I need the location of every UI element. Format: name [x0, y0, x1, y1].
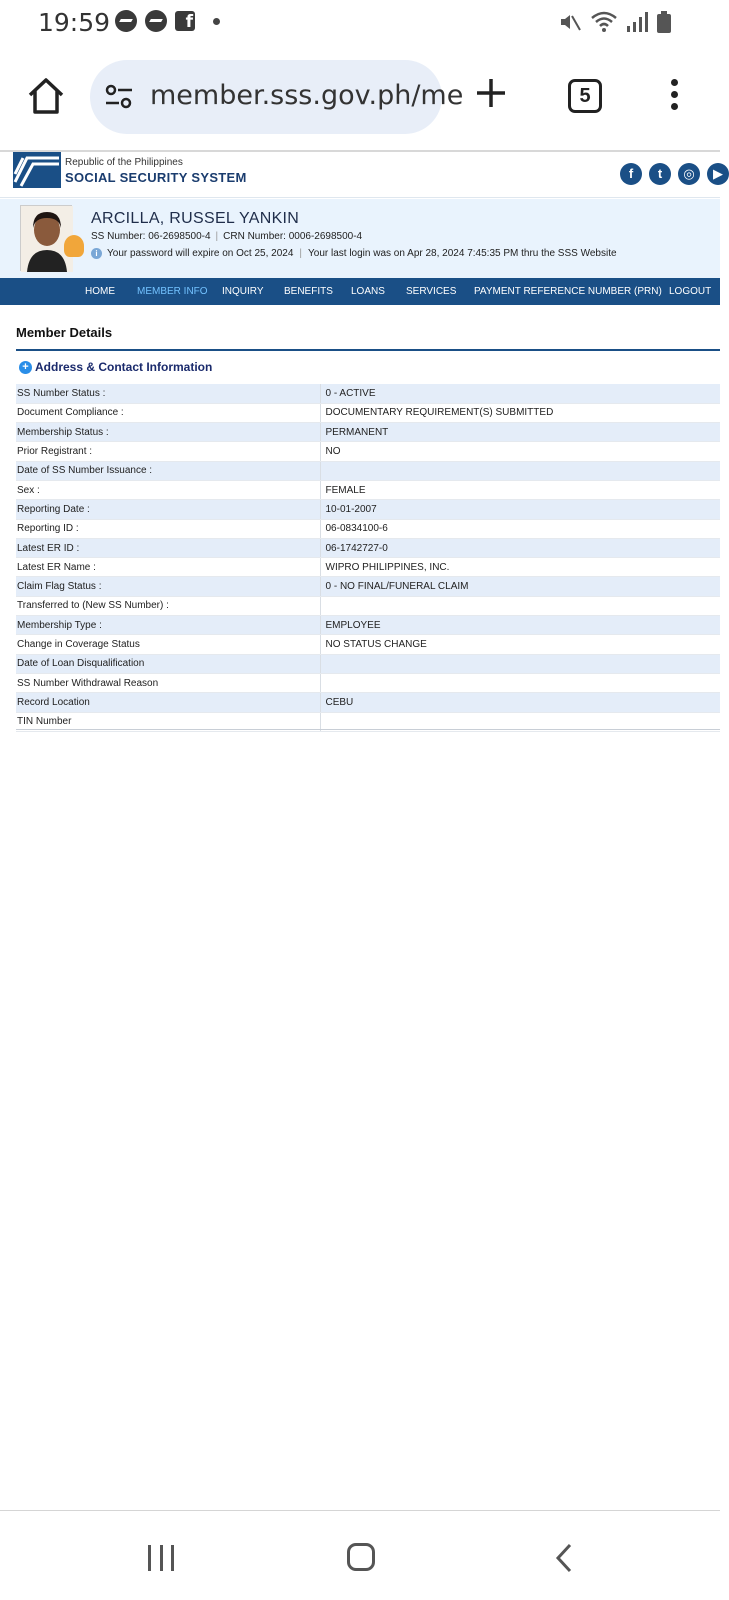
messenger-icon [145, 10, 167, 32]
field-value [320, 673, 720, 692]
table-row [16, 596, 720, 615]
wifi-icon [590, 10, 618, 34]
table-row [16, 403, 720, 422]
nav-prn[interactable]: PAYMENT REFERENCE NUMBER (PRN) [474, 286, 662, 297]
facebook-icon: f [175, 11, 195, 31]
site-settings-icon[interactable] [104, 84, 134, 110]
field-value: 0 - ACTIVE [320, 384, 720, 403]
browser-toolbar [0, 46, 720, 150]
new-tab-icon[interactable] [474, 76, 508, 110]
member-ids: SS Number: 06-2698500-4 | CRN Number: 0006-2698500-4 [91, 231, 363, 242]
field-label: SS Number Status : [16, 384, 320, 403]
tab-switcher-button[interactable]: 5 [568, 79, 602, 113]
field-value: NO STATUS CHANGE [320, 635, 720, 654]
member-details-table [16, 384, 720, 732]
field-value: FEMALE [320, 480, 720, 499]
field-label: Change in Coverage Status [16, 635, 320, 654]
signal-icon [626, 11, 648, 33]
table-bottom-border [16, 729, 720, 730]
field-value: 10-01-2007 [320, 500, 720, 519]
field-label: Claim Flag Status : [16, 577, 320, 596]
table-row [16, 500, 720, 519]
field-label: Reporting Date : [16, 500, 320, 519]
field-label: Membership Status : [16, 423, 320, 442]
section-divider [16, 349, 720, 351]
page-title: Member Details [16, 325, 113, 340]
table-row [16, 423, 720, 442]
ss-number: SS Number: 06-2698500-4 [91, 231, 211, 242]
notification-icons [115, 10, 220, 32]
table-row [16, 480, 720, 499]
member-photo [20, 205, 72, 271]
home-nav-icon[interactable] [347, 1543, 375, 1571]
table-row [16, 673, 720, 692]
field-label: Date of Loan Disqualification [16, 654, 320, 673]
field-value: PERMANENT [320, 423, 720, 442]
field-value: EMPLOYEE [320, 616, 720, 635]
accordion-label[interactable]: Address & Contact Information [35, 360, 213, 374]
member-name: ARCILLA, RUSSEL YANKIN [91, 210, 300, 227]
field-label: Date of SS Number Issuance : [16, 461, 320, 480]
table-row [16, 461, 720, 480]
member-banner [0, 199, 720, 278]
org-country: Republic of the Philippines [65, 157, 183, 168]
mute-icon [558, 10, 582, 34]
notification-bell-icon[interactable] [64, 235, 84, 257]
nav-inquiry[interactable]: INQUIRY [222, 286, 264, 297]
nav-benefits[interactable]: BENEFITS [284, 286, 333, 297]
main-nav [0, 278, 720, 305]
nav-member-info[interactable]: MEMBER INFO [137, 286, 208, 297]
field-value [320, 596, 720, 615]
field-value: 06-0834100-6 [320, 519, 720, 538]
nav-loans[interactable]: LOANS [351, 286, 385, 297]
more-menu-icon[interactable] [667, 79, 681, 113]
table-row [16, 616, 720, 635]
field-label: Latest ER ID : [16, 538, 320, 557]
field-label: Membership Type : [16, 616, 320, 635]
table-row [16, 384, 720, 403]
table-row [16, 693, 720, 712]
battery-icon [656, 10, 672, 34]
info-icon: i [91, 248, 102, 259]
table-row [16, 558, 720, 577]
password-expiry-notice: Your password will expire on Oct 25, 2024 [107, 248, 294, 259]
url-text[interactable]: member.sss.gov.ph/me [150, 80, 464, 111]
table-row [16, 654, 720, 673]
nav-home[interactable]: HOME [85, 286, 115, 297]
field-label: Reporting ID : [16, 519, 320, 538]
site-header [0, 152, 723, 198]
nav-logout[interactable]: LOGOUT [669, 286, 712, 297]
table-row [16, 635, 720, 654]
back-icon[interactable] [552, 1543, 576, 1573]
notification-dot-icon [213, 18, 220, 25]
field-value: 0 - NO FINAL/FUNERAL CLAIM [320, 577, 720, 596]
field-label: Record Location [16, 693, 320, 712]
nav-services[interactable]: SERVICES [406, 286, 457, 297]
field-value [320, 461, 720, 480]
field-value: CEBU [320, 693, 720, 712]
facebook-icon[interactable]: f [620, 163, 642, 185]
instagram-icon[interactable]: ◎ [678, 163, 700, 185]
field-value: NO [320, 442, 720, 461]
field-value: 06-1742727-0 [320, 538, 720, 557]
table-row [16, 519, 720, 538]
youtube-icon[interactable]: ▶ [707, 163, 729, 185]
messenger-icon [115, 10, 137, 32]
field-label: Document Compliance : [16, 403, 320, 422]
login-notice: i Your password will expire on Oct 25, 2024 | Your last login was on Apr 28, 2024 7:45:35 PM thru the SSS Website [91, 248, 617, 259]
field-label: Latest ER Name : [16, 558, 320, 577]
field-label: Transferred to (New SS Number) : [16, 596, 320, 615]
field-label: Prior Registrant : [16, 442, 320, 461]
field-value: DOCUMENTARY REQUIREMENT(S) SUBMITTED [320, 403, 720, 422]
crn-number: CRN Number: 0006-2698500-4 [223, 231, 363, 242]
field-value: WIPRO PHILIPPINES, INC. [320, 558, 720, 577]
system-icons [558, 10, 672, 34]
table-row [16, 538, 720, 557]
last-login-notice: Your last login was on Apr 28, 2024 7:45:35 PM thru the SSS Website [308, 248, 617, 259]
address-bar[interactable] [90, 60, 464, 134]
recent-apps-icon[interactable] [148, 1545, 174, 1571]
table-row [16, 442, 720, 461]
sss-logo-mark-icon [13, 152, 61, 188]
status-time: 19:59 [38, 8, 111, 37]
address-contact-accordion[interactable] [19, 360, 212, 374]
expand-plus-icon[interactable]: + [19, 361, 32, 374]
social-links [620, 163, 729, 185]
sss-logo[interactable] [13, 152, 61, 188]
status-bar [0, 0, 720, 46]
field-label: TIN Number [16, 712, 320, 731]
field-label: SS Number Withdrawal Reason [16, 673, 320, 692]
table-row [16, 577, 720, 596]
twitter-icon[interactable]: t [649, 163, 671, 185]
field-value [320, 654, 720, 673]
system-nav-bar [0, 1511, 720, 1600]
field-label: Sex : [16, 480, 320, 499]
home-icon[interactable] [26, 76, 66, 116]
org-name: SOCIAL SECURITY SYSTEM [65, 170, 247, 185]
